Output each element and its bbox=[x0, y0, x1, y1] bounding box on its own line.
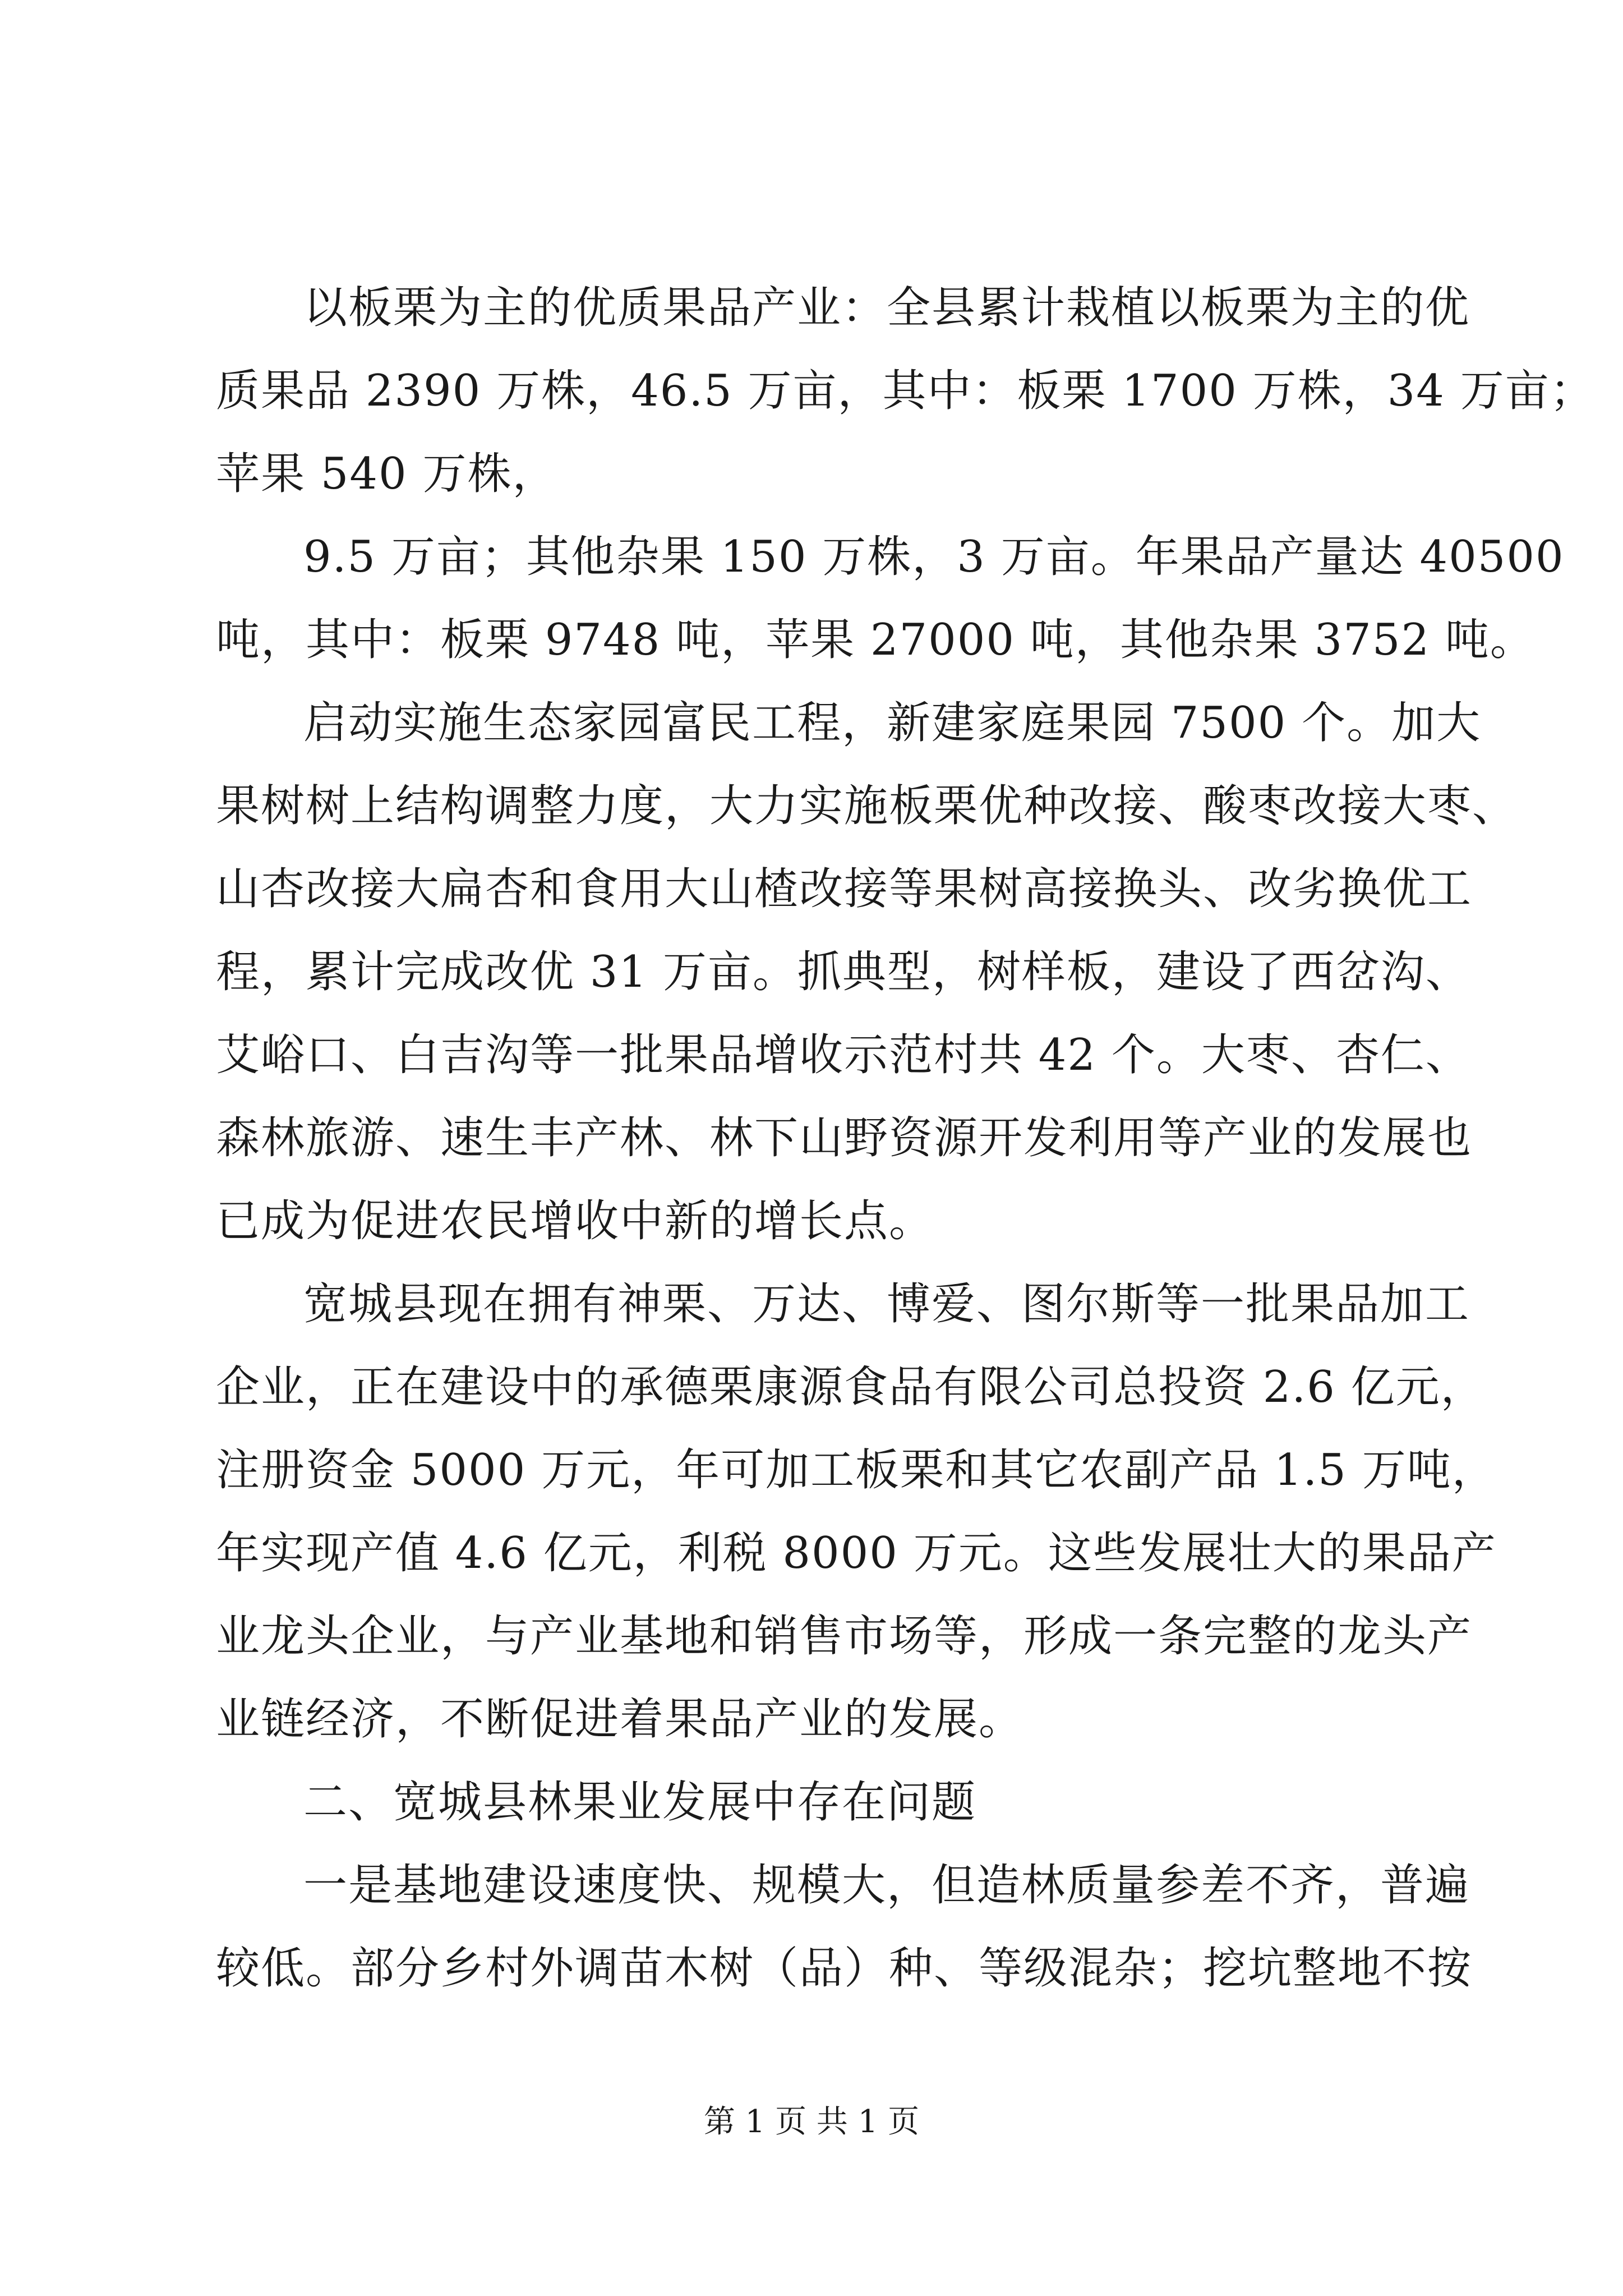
page-footer bbox=[0, 2102, 1623, 2142]
document-body bbox=[216, 266, 1595, 2010]
text-line: 以板栗为主的优质果品产业：全县累计栽植以板栗为主的优 bbox=[303, 283, 1470, 333]
text-line: 吨，其中：板栗 9748 吨，苹果 27000 吨，其他杂果 3752 吨。 bbox=[216, 615, 1535, 665]
text-line: 业链经济，不断促进着果品产业的发展。 bbox=[216, 1694, 1024, 1745]
text-line: 注册资金 5000 万元，年可加工板栗和其它农副产品 1.5 万吨， bbox=[216, 1445, 1497, 1496]
text-line: 较低。部分乡村外调苗木树（品）种、等级混杂；挖坑整地不按 bbox=[216, 1943, 1473, 1994]
text-line: 森林旅游、速生丰产林、林下山野资源开发利用等产业的发展也 bbox=[216, 1113, 1473, 1163]
section-heading: 二、宽城县林果业发展中存在问题 bbox=[303, 1777, 977, 1828]
text-line: 艾峪口、白吉沟等一批果品增收示范村共 42 个。大枣、杏仁、 bbox=[216, 1030, 1470, 1080]
text-line: 年实现产值 4.6 亿元，利税 8000 万元。这些发展壮大的果品产 bbox=[216, 1528, 1497, 1579]
text-line: 程，累计完成改优 31 万亩。抓典型，树样板，建设了西岔沟、 bbox=[216, 947, 1470, 997]
text-line: 一是基地建设速度快、规模大，但造林质量参差不齐，普遍 bbox=[303, 1860, 1470, 1911]
text-line: 宽城县现在拥有神栗、万达、博爱、图尔斯等一批果品加工 bbox=[303, 1279, 1470, 1329]
text-line: 9.5 万亩；其他杂果 150 万株，3 万亩。年果品产量达 40500 bbox=[303, 532, 1565, 582]
text-line: 企业，正在建设中的承德栗康源食品有限公司总投资 2.6 亿元， bbox=[216, 1362, 1486, 1412]
text-line: 已成为促进农民增收中新的增长点。 bbox=[216, 1196, 934, 1246]
text-line: 山杏改接大扁杏和食用大山楂改接等果树高接换头、改劣换优工 bbox=[216, 864, 1473, 914]
text-line: 质果品 2390 万株，46.5 万亩，其中：板栗 1700 万株，34 万亩； bbox=[216, 366, 1595, 416]
text-line: 苹果 540 万株， bbox=[216, 449, 557, 499]
text-line: 果树树上结构调整力度，大力实施板栗优种改接、酸枣改接大枣、 bbox=[216, 781, 1518, 831]
text-line: 业龙头企业，与产业基地和销售市场等，形成一条完整的龙头产 bbox=[216, 1611, 1473, 1662]
text-line: 启动实施生态家园富民工程，新建家庭果园 7500 个。加大 bbox=[303, 698, 1482, 748]
page-number-label: 第 1 页 共 1 页 bbox=[703, 2104, 920, 2140]
